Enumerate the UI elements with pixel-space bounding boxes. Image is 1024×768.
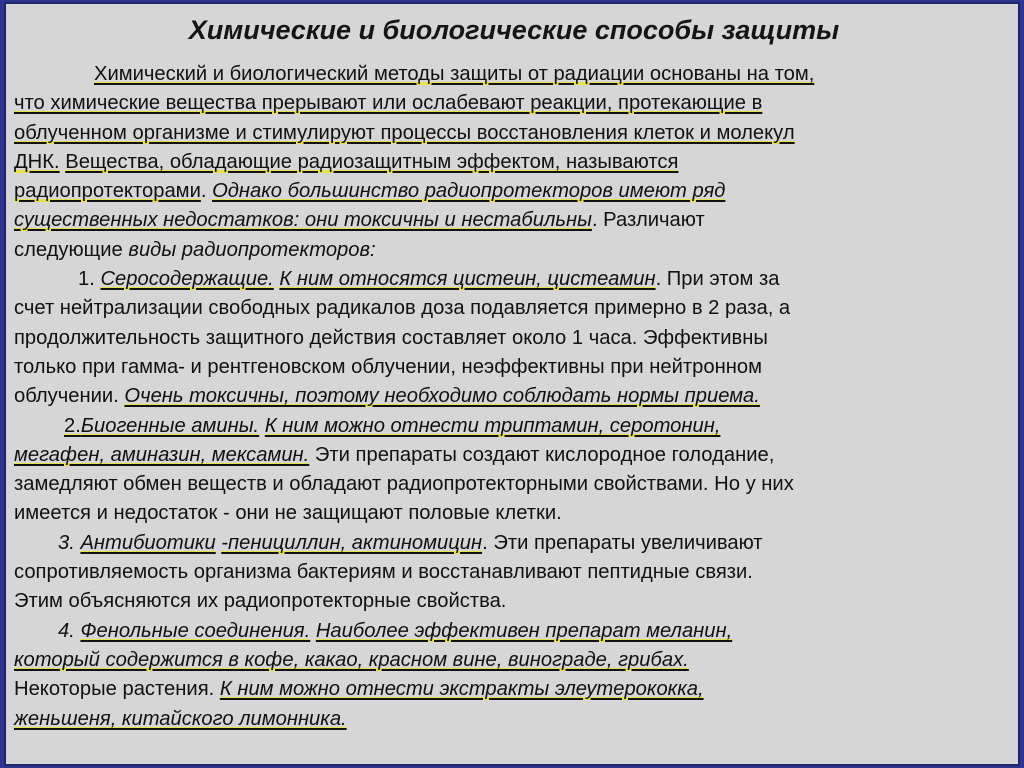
item-name: Фенольные соединения. [80, 619, 311, 642]
plain-text: сопротивляемость организма бактериям и восстанавливают пептидные связи. [14, 561, 753, 584]
list-item-line [14, 412, 1010, 441]
plain-text: только при гамма- и рентгеновском облучении, неэффективны при нейтронном [14, 355, 763, 378]
paragraph-line [14, 89, 1010, 118]
item-number: 2. [64, 414, 81, 437]
item-examples: К ним относятся цистеин, цистеамин [279, 268, 656, 291]
list-item-line [14, 382, 1010, 411]
paragraph-line [14, 177, 1010, 206]
plain-text: виды радиопротекторов: [128, 238, 376, 261]
item-examples: мегафен, аминазин, мексамин. [14, 443, 310, 466]
list-item-line [14, 265, 1010, 294]
highlighted-text: женьшеня, китайского лимонника. [14, 707, 347, 730]
plain-text: следующие [14, 238, 129, 261]
item-number: 4. [58, 619, 81, 642]
list-item-line [14, 499, 1010, 528]
list-item-line [14, 441, 1010, 470]
paragraph-line [14, 119, 1010, 148]
list-item-line [14, 617, 1010, 646]
highlighted-text: что химические вещества прерывают или ослабевают реакции, протекающие в [14, 92, 763, 115]
paragraph-line [14, 206, 1010, 235]
paragraph-line [14, 60, 1010, 89]
plain-text: имеется и недостаток - они не защищают половые клетки. [14, 502, 562, 525]
item-examples: К ним можно отнести триптамин, серотонин, [264, 414, 721, 437]
plain-text: счет нейтрализации свободных радикалов доза подавляется примерно в 2 раза, а [14, 297, 791, 320]
highlighted-text: Очень токсичны, поэтому необходимо соблюдать нормы приема. [124, 385, 760, 408]
highlighted-text: ДНК. [14, 150, 60, 173]
list-item-line [14, 558, 1010, 587]
item-examples: -пенициллин, актиномицин [221, 531, 483, 554]
plain-text: Этим объясняются их радиопротекторные свойства. [14, 590, 507, 613]
slide-title: Химические и биологические способы защиты [188, 15, 840, 45]
highlighted-text: радиопротекторами [14, 180, 201, 203]
list-item-line [14, 353, 1010, 382]
plain-text: Некоторые растения. [14, 678, 220, 701]
highlighted-text: Однако большинство радиопротекторов имеют ряд [212, 180, 726, 203]
list-item-line [14, 470, 1010, 499]
plain-text: замедляют обмен веществ и обладают радиопротекторными свойствами. Но у них [14, 473, 794, 496]
item-name: Антибиотики [80, 531, 216, 554]
list-item-line [14, 646, 1010, 675]
list-item-line [14, 705, 1010, 734]
item-name: Серосодержащие. [100, 268, 274, 291]
highlighted-text: существенных недостатков: они токсичны и нестабильны [14, 209, 592, 232]
list-item-line [14, 294, 1010, 323]
highlighted-text: Химический и биологический методы защиты от радиации основаны на том, [94, 63, 815, 85]
list-item-line [14, 587, 1010, 616]
item-number: 1. [78, 268, 101, 291]
item-examples: Наиболее эффективен препарат меланин, [315, 619, 733, 642]
item-number: 3. [58, 531, 81, 554]
highlighted-text: облученном организме и стимулируют процессы восстановления клеток и молекул [14, 121, 795, 144]
slide-panel [4, 2, 1020, 766]
list-item-line [14, 324, 1010, 353]
plain-text: облучении. [14, 385, 125, 408]
list-item-line [14, 529, 1010, 558]
plain-text: . [200, 180, 207, 203]
item-name: Биогенные амины. [80, 414, 260, 437]
paragraph-line [14, 236, 1010, 265]
item-examples: который содержится в кофе, какао, красном вине, винограде, грибах. [14, 648, 689, 671]
list-item-line [14, 675, 1010, 704]
plain-text: . При этом за [655, 268, 780, 291]
plain-text: Эти препараты создают кислородное голодание, [309, 443, 775, 466]
highlighted-text: К ним можно отнести экстракты элеутерококка, [219, 678, 704, 701]
plain-text: . Эти препараты увеличивают [482, 531, 763, 554]
plain-text: . Различают [591, 209, 705, 232]
paragraph-line [14, 148, 1010, 177]
highlighted-text: Вещества, обладающие радиозащитным эффектом, называются [65, 150, 679, 173]
slide-body [14, 60, 1010, 734]
plain-text: продолжительность защитного действия составляет около 1 часа. Эффективны [14, 326, 768, 349]
